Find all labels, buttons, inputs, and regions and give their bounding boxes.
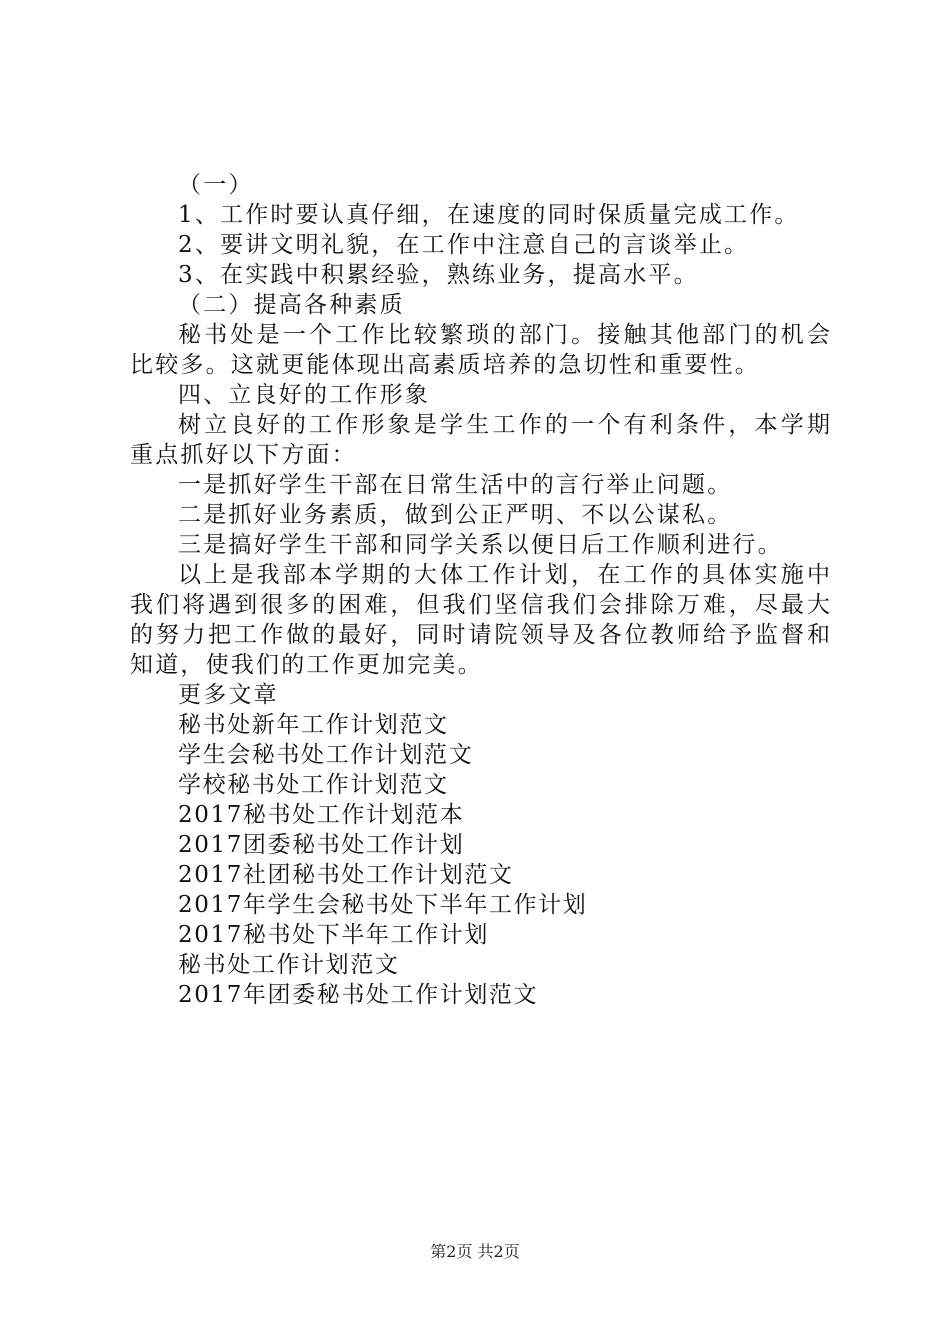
article-link[interactable]: 秘书处工作计划范文 — [178, 952, 400, 978]
list-item: 二是抓好业务素质，做到公正严明、不以公谋私。 — [178, 502, 733, 528]
list-item: 1、工作时要认真仔细，在速度的同时保质量完成工作。 — [178, 202, 800, 228]
page-number-footer: 第2页 共2页 — [430, 1242, 520, 1261]
article-link[interactable]: 2017社团秘书处工作计划范文 — [178, 862, 514, 888]
paragraph-line: 比较多。这就更能体现出高素质培养的急切性和重要性。 — [130, 352, 760, 378]
paragraph-line: 重点抓好以下方面： — [130, 442, 357, 468]
article-link[interactable]: 2017年学生会秘书处下半年工作计划 — [178, 892, 588, 918]
article-link[interactable]: 学生会秘书处工作计划范文 — [178, 742, 474, 768]
document-body — [130, 170, 830, 1010]
article-link[interactable]: 2017团委秘书处工作计划 — [178, 832, 465, 858]
article-link[interactable]: 2017年团委秘书处工作计划范文 — [178, 982, 539, 1008]
section-heading-four: 四、立良好的工作形象 — [178, 382, 430, 408]
article-link[interactable]: 2017秘书处工作计划范本 — [178, 802, 465, 828]
list-item: 一是抓好学生干部在日常生活中的言行举止问题。 — [178, 472, 733, 498]
article-link[interactable]: 秘书处新年工作计划范文 — [178, 712, 449, 738]
paragraph-line: 秘书处是一个工作比较繁琐的部门。接触其他部门的机会 — [178, 322, 830, 348]
section-heading-one: （一） — [178, 172, 254, 198]
list-item: 2、要讲文明礼貌，在工作中注意自己的言谈举止。 — [178, 232, 750, 258]
section-heading-two: （二）提高各种素质 — [178, 292, 405, 318]
paragraph-line: 知道，使我们的工作更加完美。 — [130, 652, 483, 678]
list-item: 3、在实践中积累经验，熟练业务，提高水平。 — [178, 262, 699, 288]
more-articles-list — [130, 710, 830, 1010]
more-articles-heading: 更多文章 — [178, 682, 279, 708]
paragraph-line: 以上是我部本学期的大体工作计划，在工作的具体实施中 — [178, 562, 830, 588]
paragraph-line: 的努力把工作做的最好，同时请院领导及各位教师给予监督和 — [130, 622, 830, 648]
article-link[interactable]: 学校秘书处工作计划范文 — [178, 772, 449, 798]
paragraph-line: 我们将遇到很多的困难，但我们坚信我们会排除万难，尽最大 — [130, 592, 830, 618]
article-link[interactable]: 2017秘书处下半年工作计划 — [178, 922, 489, 948]
list-item: 三是搞好学生干部和同学关系以便日后工作顺利进行。 — [178, 532, 783, 558]
paragraph-line: 树立良好的工作形象是学生工作的一个有利条件，本学期 — [178, 412, 830, 438]
